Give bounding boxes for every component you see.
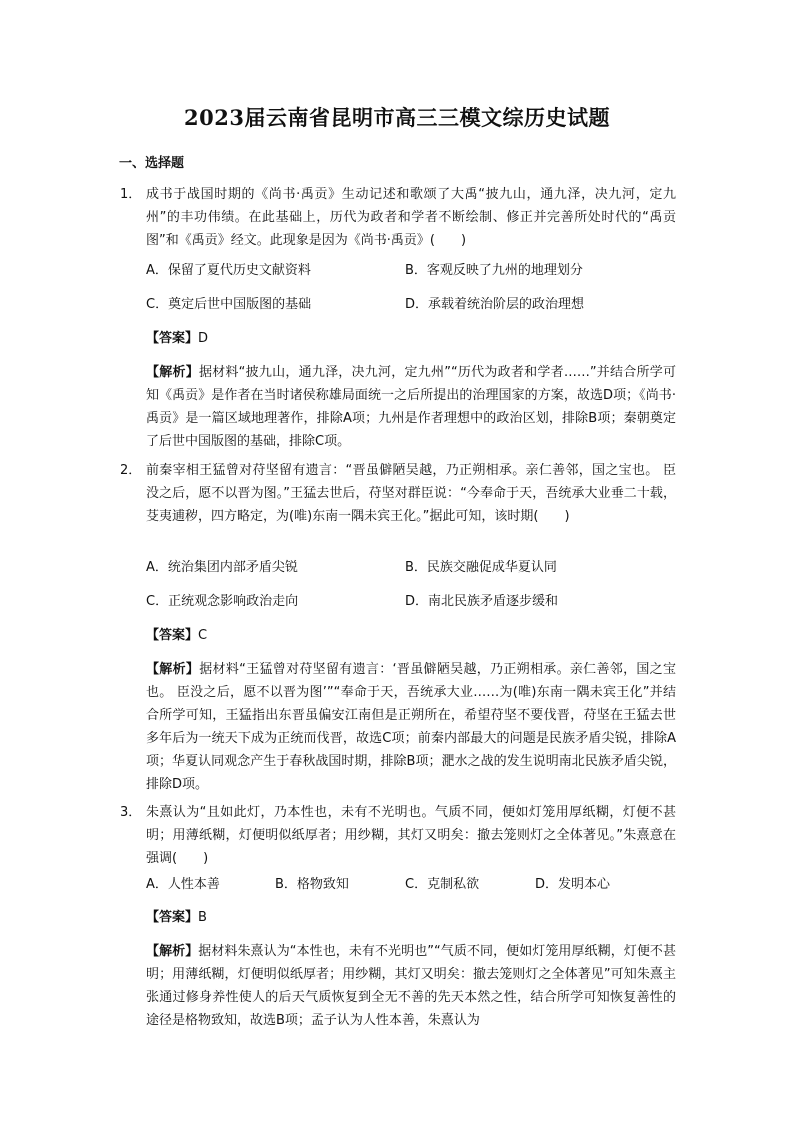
answer-value: C — [198, 628, 208, 643]
question-1-option-b: B．客观反映了九州的地理划分 — [405, 263, 583, 278]
question-2-analysis — [146, 658, 676, 796]
question-3-option-b: B．格物致知 — [275, 877, 349, 892]
question-3-analysis — [146, 940, 676, 1032]
question-3-option-d: D．发明本心 — [535, 877, 611, 892]
question-2-option-b: B．民族交融促成华夏认同 — [405, 560, 557, 575]
question-1-number: 1． — [120, 187, 142, 202]
analysis-label: 【解析】 — [146, 944, 199, 959]
answer-label: 【答案】 — [146, 628, 199, 643]
question-2-stem — [120, 459, 676, 528]
analysis-text: 据材料“披九山，通九泽，决九河，定九州”“历代为政者和学者……”并结合所学可知《禹贡》是作者在当时诸侯称雄局面统一之后所提出的治理国家的方案，故选D项；《尚书·禹贡》是一篇区域地理著作，排除A项；九州是作者理想中的政治区划，排除B项；秦朝奠定了后世中国版图的基础，排除C项。 — [146, 365, 676, 449]
question-3-option-a: A．人性本善 — [146, 877, 220, 892]
question-3-answer — [146, 906, 676, 929]
question-3-stem — [120, 801, 676, 870]
question-2-option-a: A．统治集团内部矛盾尖锐 — [146, 560, 298, 575]
question-1-option-a: A．保留了夏代历史文献资料 — [146, 263, 311, 278]
question-3-text: 朱熹认为“且如此灯，乃本性也，未有不光明也。气质不同，便如灯笼用厚纸糊，灯便不甚明；用薄纸糊，灯便明似纸厚者；用纱糊，其灯又明矣：撤去笼则灯之全体著见。”朱熹意在强调( ) — [146, 805, 676, 866]
answer-value: D — [198, 331, 209, 346]
question-2-number: 2． — [120, 463, 142, 478]
question-3-number: 3． — [120, 805, 142, 820]
question-1-stem — [120, 183, 676, 252]
question-2-option-d: D．南北民族矛盾逐步缓和 — [405, 594, 559, 609]
answer-label: 【答案】 — [146, 910, 199, 925]
question-2-answer — [146, 624, 676, 647]
question-1-option-c: C．奠定后世中国版图的基础 — [146, 297, 312, 312]
analysis-label: 【解析】 — [146, 365, 199, 380]
document-title: 2023届云南省昆明市高三三模文综历史试题 — [184, 105, 610, 130]
question-2-option-c: C．正统观念影响政治走向 — [146, 594, 299, 609]
analysis-text: 据材料朱熹认为“本性也，未有不光明也”“气质不同，便如灯笼用厚纸糊，灯便不甚明；用薄纸糊，灯便明似纸厚者；用纱糊，其灯又明矣：撤去笼则灯之全体著见”可知朱熹主张通过修身养性使人的后天气质恢复到全无不善的先天本然之性，结合所学可知恢复善性的途径是格物致知，故选B项；孟子认为人性本善，朱熹认为 — [146, 944, 676, 1028]
answer-value: B — [198, 910, 207, 925]
section-heading: 一、选择题 — [119, 156, 185, 171]
question-1-analysis — [146, 361, 676, 453]
question-1-text: 成书于战国时期的《尚书·禹贡》生动记述和歌颂了大禹“披九山，通九泽，决九河，定九州”的丰功伟绩。在此基础上，历代为政者和学者不断绘制、修正并完善所处时代的“禹贡图”和《禹贡》经文。此现象是因为《尚书·禹贡》( ) — [146, 187, 676, 248]
question-1-option-d: D．承载着统治阶层的政治理想 — [405, 297, 585, 312]
question-3-option-c: C．克制私欲 — [405, 877, 480, 892]
question-1-answer — [146, 327, 676, 350]
question-2-text: 前秦宰相王猛曾对苻坚留有遗言：“晋虽僻陋吴越，乃正朔相承。亲仁善邻，国之宝也。 臣没之后，愿不以晋为图。”王猛去世后，苻坚对群臣说：“今奉命于天，吾统承大业垂二十载，芟夷逋秽，四方略定，为(唯)东南一隅未宾王化。”据此可知，该时期( ) — [146, 463, 676, 524]
answer-label: 【答案】 — [146, 331, 199, 346]
analysis-label: 【解析】 — [146, 662, 200, 677]
analysis-text: 据材料“王猛曾对苻坚留有遗言：‘晋虽僻陋吴越，乃正朔相承。亲仁善邻，国之宝也。 臣没之后，愿不以晋为图’”“奉命于天，吾统承大业……为(唯)东南一隅未宾王化”并结合所学可知，王猛指出东晋虽偏安江南但是正朔所在，希望苻坚不要伐晋，苻坚在王猛去世多年后为一统天下成为正统而伐晋，故选C项；前秦内部最大的问题是民族矛盾尖锐，排除A项；华夏认同观念产生于春秋战国时期，排除B项；淝水之战的发生说明南北民族矛盾尖锐，排除D项。 — [146, 662, 676, 792]
